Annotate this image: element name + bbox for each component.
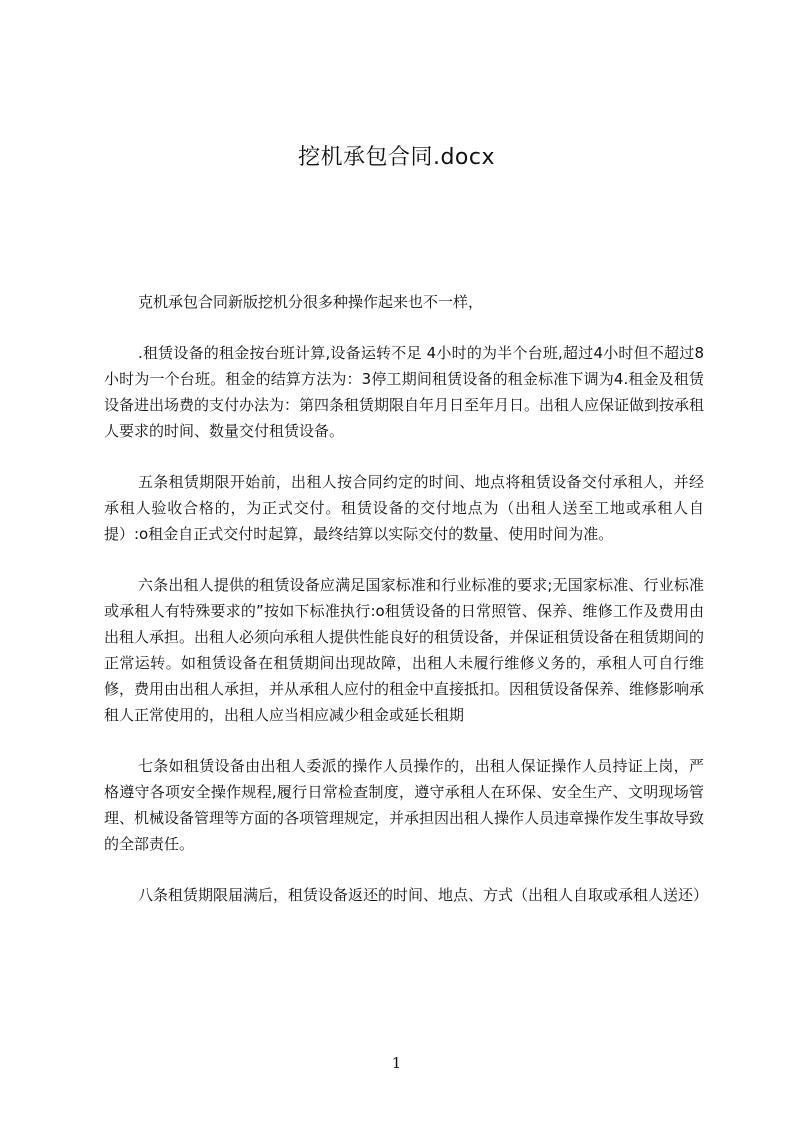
paragraph-rent-terms: .租赁设备的租金按台班计算,设备运转不足 4小时的为半个台班,超过4小时但不超过8小时为一个台班。租金的结算方法为：3停工期间租赁设备的租金标准下调为4.租金及租赁设备进出场费的支付办法为：第四条租赁期限自年月日至年月日。出租人应保证做到按承租人要求的时间、数量交付租赁设备。	[104, 344, 705, 440]
paragraph-article-8: 八条租赁期限届满后，租赁设备返还的时间、地点、方式（出租人自取或承租人送还）	[138, 886, 709, 904]
paragraph-article-6: 六条出租人提供的租赁设备应满足国家标准和行业标准的要求;无国家标准、行业标准或承租人有特殊要求的”按如下标准执行:o租赁设备的日常照管、保养、维修工作及费用由出租人承担。出租人必须向承租人提供性能良好的租赁设备，并保证租赁设备在租赁期间的正常运转。如租赁设备在租赁期间出现故障，出租人未履行维修义务的，承租人可自行维修，费用由出租人承担，并从承租人应付的租金中直接抵扣。因租赁设备保养、维修影响承租人正常使用的，出租人应当相应减少租金或延长租期	[104, 576, 705, 724]
document-title: 挖机承包合同.docx	[297, 145, 496, 170]
page-number: 1	[391, 1054, 402, 1072]
paragraph-article-7: 七条如租赁设备由出租人委派的操作人员操作的，出租人保证操作人员持证上岗，严格遵守各项安全操作规程,履行日常检查制度，遵守承租人在环保、安全生产、文明现场管理、机械设备管理等方面的各项管理规定，并承担因出租人操作人员违章操作发生事故导致的全部责任。	[104, 757, 705, 853]
document-body	[104, 289, 709, 933]
paragraph-article-5: 五条租赁期限开始前，出租人按合同约定的时间、地点将租赁设备交付承租人，并经承租人验收合格的，为正式交付。租赁设备的交付地点为（出租人送至工地或承租人自提）:o租金自正式交付时起算，最终结算以实际交付的数量、使用时间为准。	[104, 473, 704, 543]
paragraph-intro: 克机承包合同新版挖机分很多种操作起来也不一样，	[138, 293, 484, 311]
